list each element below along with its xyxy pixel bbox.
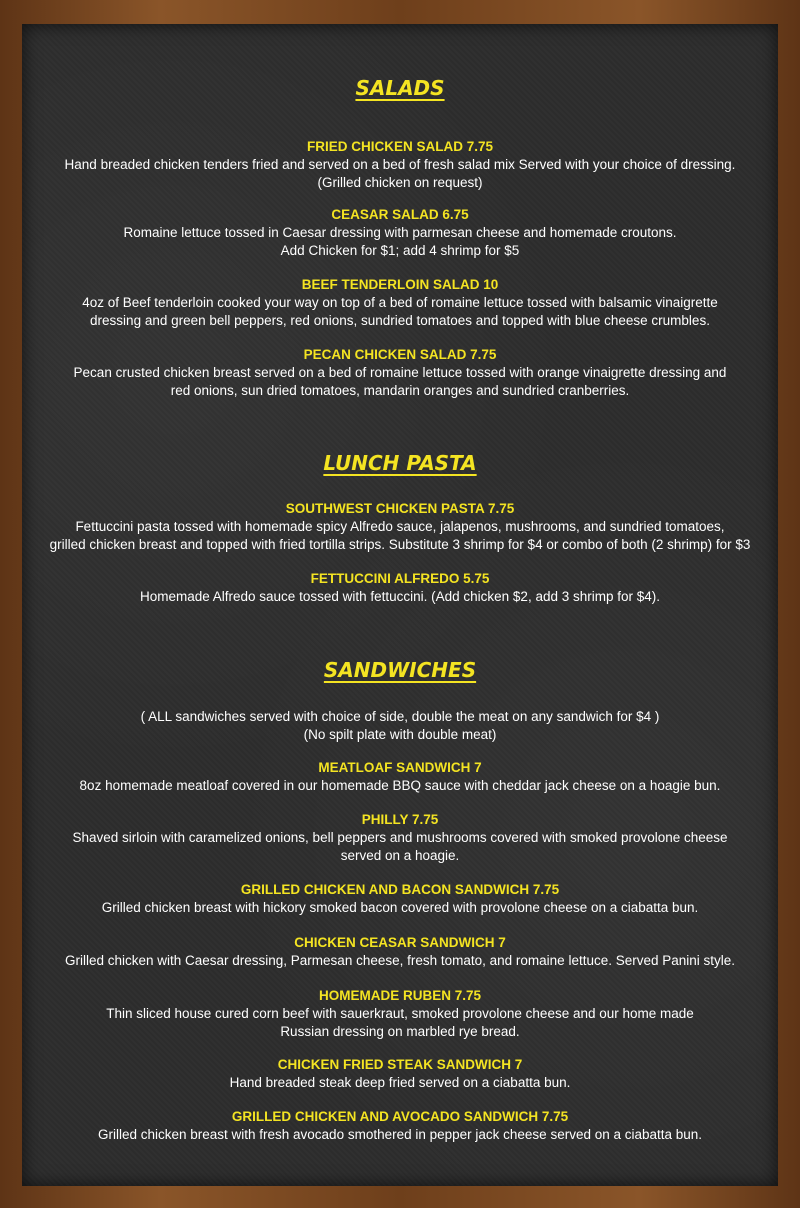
item-description: 4oz of Beef tenderloin cooked your way on top of a bed of romaine lettuce tossed with balsamic vinaigrette dressing and green bell peppers, red onions, sundried tomatoes and topped with blue cheese crumbles. [82,295,718,328]
item-name: SOUTHWEST CHICKEN PASTA 7.75 [285,501,515,516]
item-description: Thin sliced house cured corn beef with sauerkraut, smoked provolone cheese and our home made Russian dressing on marbled rye bread. [106,1006,694,1039]
menu-item [22,1108,778,1144]
menu-item [22,1056,778,1092]
item-name: MEATLOAF SANDWICH 7 [318,760,482,775]
menu-item [22,500,778,554]
menu-item [22,570,778,606]
item-description: Grilled chicken breast with hickory smoked bacon covered with provolone cheese on a ciabatta bun. [101,900,699,915]
item-name: PHILLY 7.75 [361,812,439,827]
menu-item [22,934,778,970]
item-name: CHICKEN CEASAR SANDWICH 7 [294,935,506,950]
item-name: GRILLED CHICKEN AND AVOCADO SANDWICH 7.75 [231,1109,569,1124]
sandwiches-heading: SANDWICHES [323,658,477,682]
menu-item [22,759,778,795]
item-name: BEEF TENDERLOIN SALAD 10 [301,277,499,292]
item-description: Fettuccini pasta tossed with homemade spicy Alfredo sauce, jalapenos, mushrooms, and sundried tomatoes, grilled chicken breast and topped with fried tortilla strips. Substitute 3 shrimp for $4 or combo of both (2 shrimp) for $3 [49,519,751,552]
menu-item [22,987,778,1041]
item-name: FETTUCCINI ALFREDO 5.75 [310,571,490,586]
item-description: Romaine lettuce tossed in Caesar dressing with parmesan cheese and homemade croutons. Add Chicken for $1; add 4 shrimp for $5 [123,225,677,258]
item-name: CHICKEN FRIED STEAK SANDWICH 7 [277,1057,523,1072]
side-note: ( ALL sandwiches served with choice of side, double the meat on any sandwich for $4 ) (No spilt plate with double meat) [140,709,660,742]
menu-item [22,138,778,192]
sandwiches-note [22,708,778,744]
item-description: Hand breaded chicken tenders fried and served on a bed of fresh salad mix Served with your choice of dressing. (Grilled chicken on request) [64,157,736,190]
menu-item [22,881,778,917]
salads-heading: SALADS [355,76,445,100]
item-description: 8oz homemade meatloaf covered in our homemade BBQ sauce with cheddar jack cheese on a hoagie bun. [79,778,721,793]
item-name: FRIED CHICKEN SALAD 7.75 [306,139,494,154]
menu-item [22,811,778,865]
item-name: PECAN CHICKEN SALAD 7.75 [303,347,497,362]
menu-item [22,346,778,400]
item-description: Hand breaded steak deep fried served on a ciabatta bun. [229,1075,571,1090]
item-name: CEASAR SALAD 6.75 [331,207,469,222]
item-description: Grilled chicken with Caesar dressing, Parmesan cheese, fresh tomato, and romaine lettuce. Served Panini style. [64,953,736,968]
item-description: Homemade Alfredo sauce tossed with fettuccini. (Add chicken $2, add 3 shrimp for $4). [139,589,660,604]
item-name: GRILLED CHICKEN AND BACON SANDWICH 7.75 [240,882,560,897]
item-description: Grilled chicken breast with fresh avocado smothered in pepper jack cheese served on a ciabatta bun. [97,1127,703,1142]
item-name: HOMEMADE RUBEN 7.75 [318,988,482,1003]
menu-item [22,206,778,260]
lunch-pasta-heading: LUNCH PASTA [323,451,477,475]
menu-item [22,276,778,330]
item-description: Shaved sirloin with caramelized onions, bell peppers and mushrooms covered with smoked provolone cheese served on a hoagie. [72,830,728,863]
item-description: Pecan crusted chicken breast served on a bed of romaine lettuce tossed with orange vinaigrette dressing and red onions, sun dried tomatoes, mandarin oranges and sundried cranberries. [73,365,727,398]
chalkboard-menu [22,24,778,1186]
